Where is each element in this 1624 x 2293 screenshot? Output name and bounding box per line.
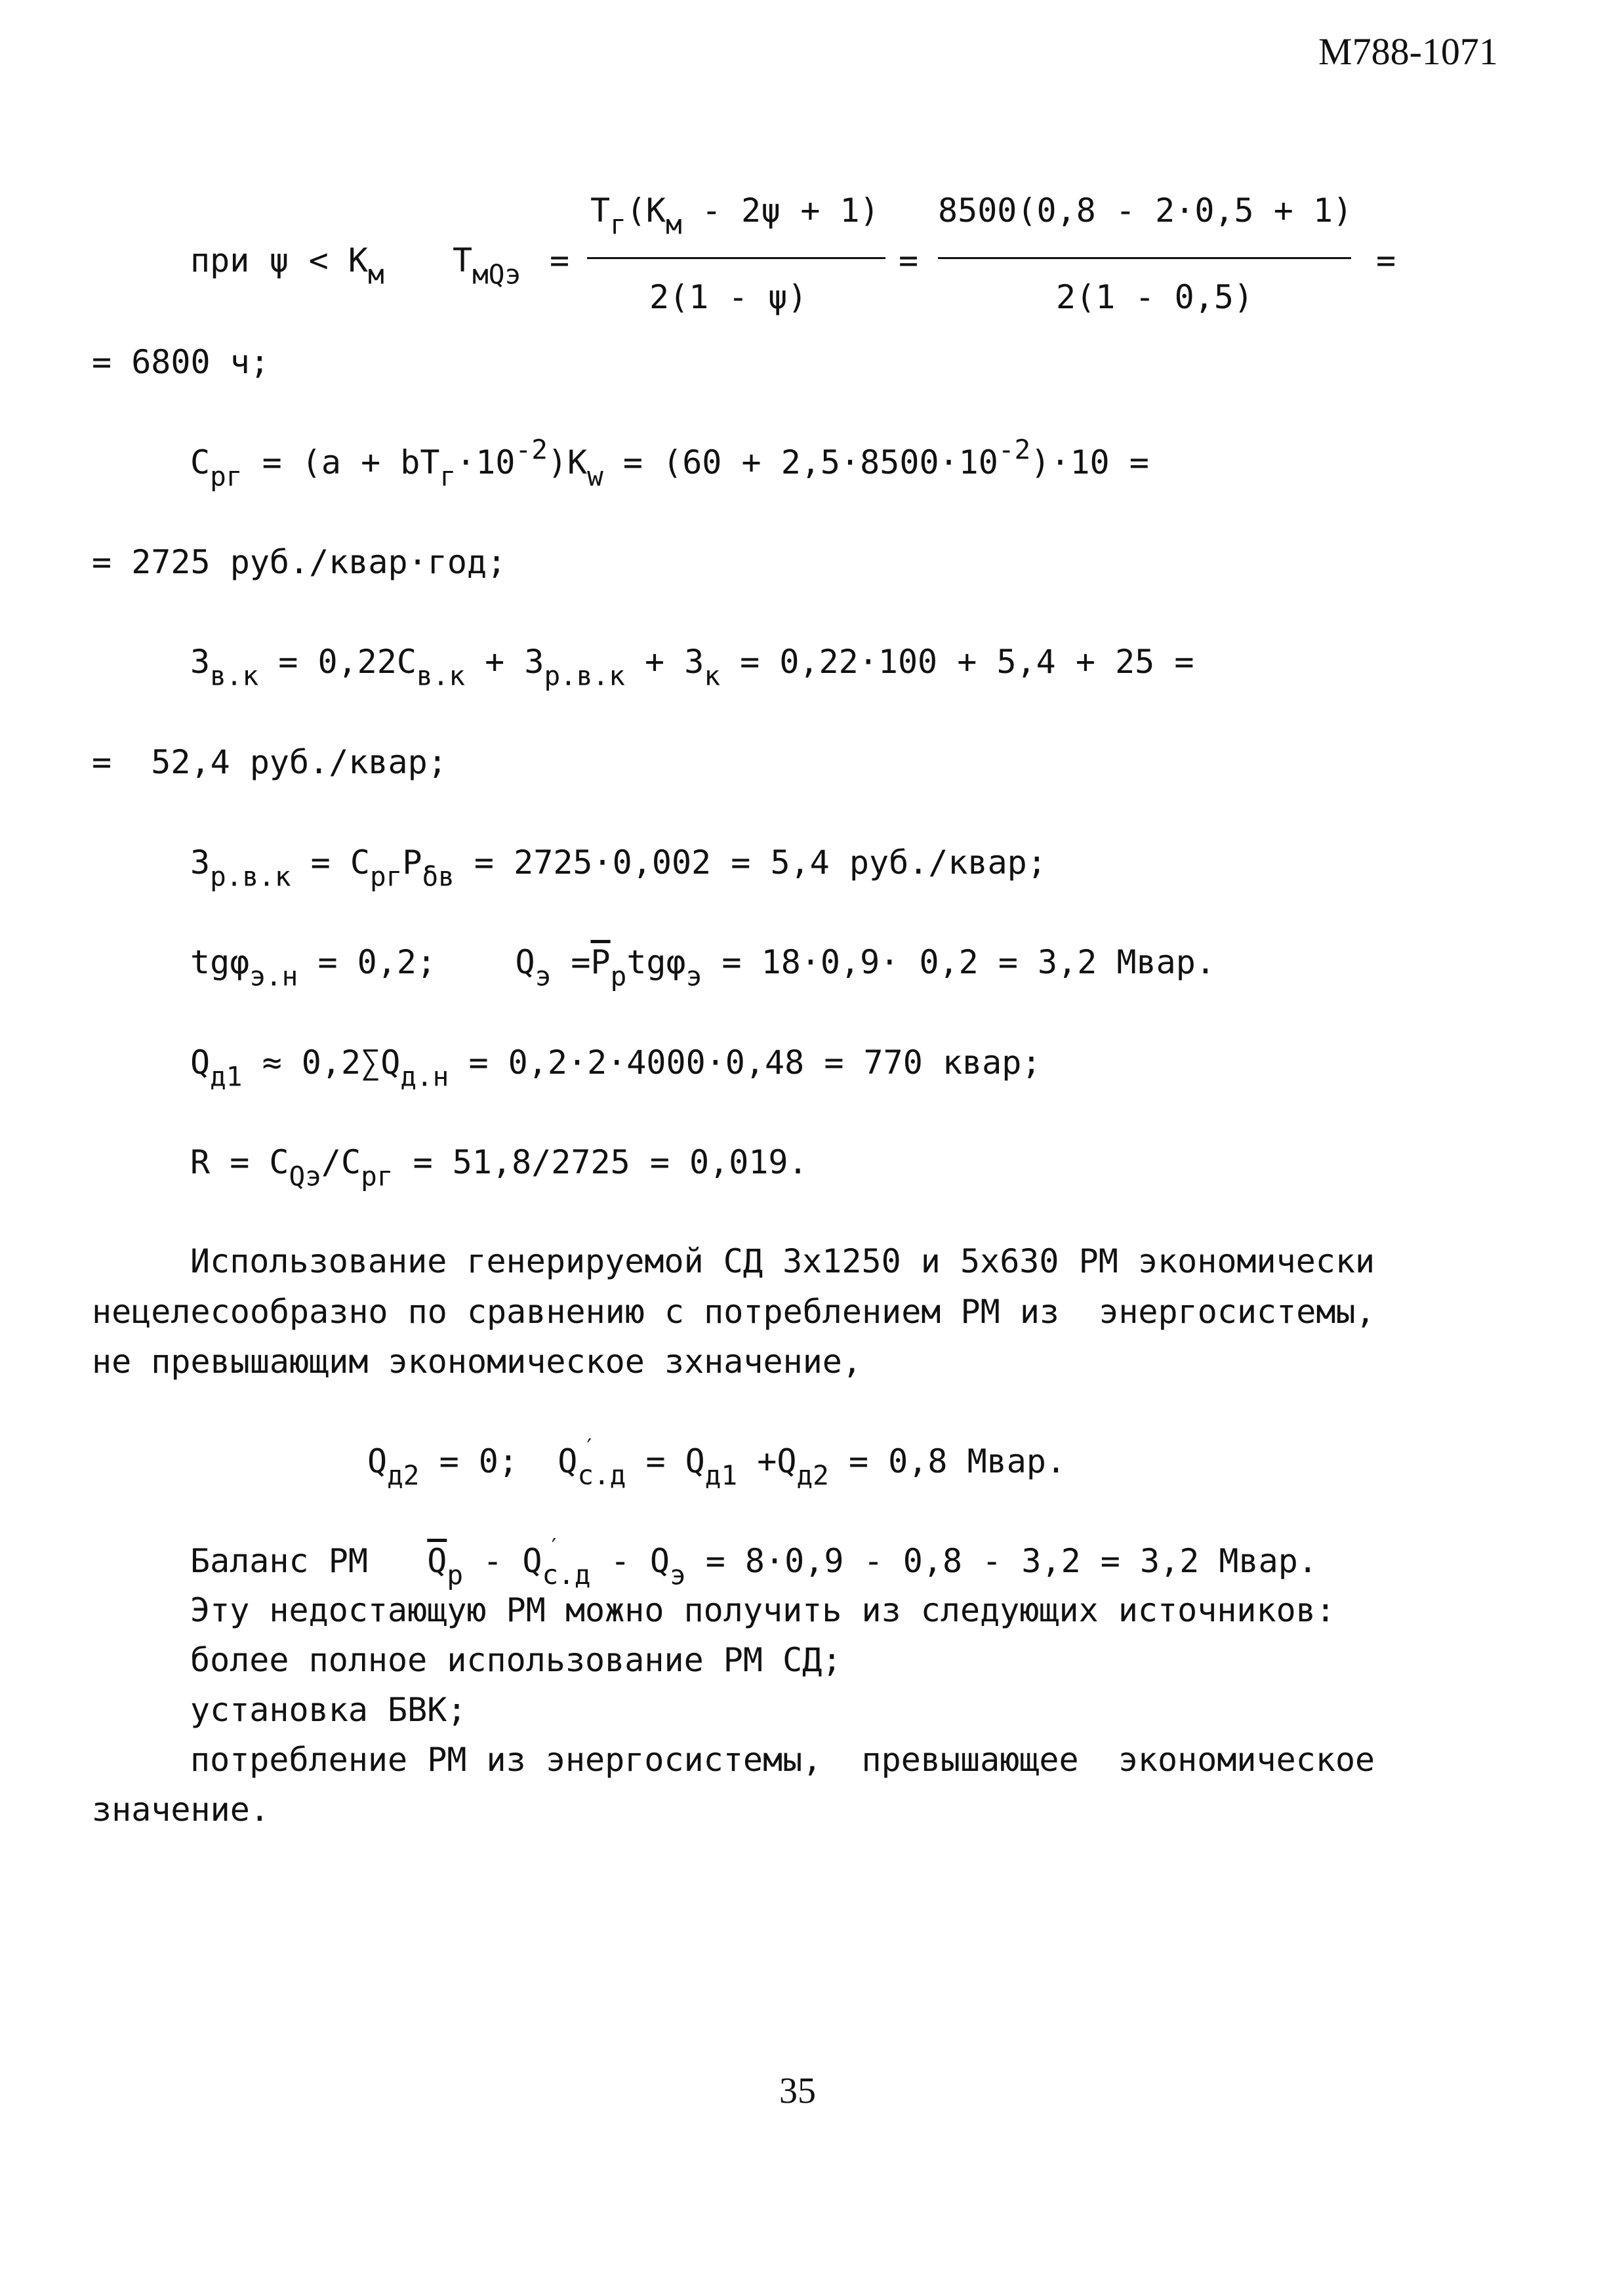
formula-tm-lhs: $Т_{мQэ}$ — [453, 241, 521, 291]
fraction-1-denominator: 2(1 - ψ) — [649, 278, 807, 316]
page-number: 35 — [779, 2071, 816, 2111]
fraction-2-denominator: 2(1 - 0,5) — [1056, 278, 1254, 316]
text-line: не превышающим экономическое зхначение, — [92, 1343, 862, 1381]
formula-tg: tgφ$_{э.н}$ = 0,2; $Q_э =Р_рtg\varphi_э = 18\cdot 0,9\cdot 0,2 = 3,2$ Мвар. — [190, 943, 1215, 992]
text-line: установка БВК; — [190, 1691, 467, 1729]
formula-balance: Баланс РМ $\overline{Q}_р - Q'$ $_{с.д} - Q_э = 8\cdot 0,9 - 0,8 - 3,2 = 3,2$ Мвар. — [190, 1545, 1318, 1577]
formula-tm-condition: при $\psi < К_м$ — [190, 241, 384, 291]
text-line: потребление РМ из энергосистемы, превышающее экономическое — [190, 1741, 1375, 1779]
document-code: M788-1071 — [1318, 30, 1498, 73]
formula-zvk-result: = 52,4 руб./квар; — [92, 743, 447, 781]
fraction-2-numerator: 8500(0,8 - 2·0,5 + 1) — [938, 192, 1353, 230]
text-line: более полное использование РМ СД; — [190, 1641, 842, 1679]
equals-sign: = — [550, 241, 570, 279]
formula-tm-result: = 6800 ч; — [92, 343, 270, 381]
formula-qd2: $Q_{д2} = 0$; Q′ $_{с.д} = Q_{д1} +Q_{д2} = 0,8$ Мвар. — [367, 1445, 1066, 1478]
fraction-1-bar — [587, 257, 885, 259]
formula-qd1: $Q_{д1} \approx 0,2\sum Q_{д.н} = 0,2\cdot 2\cdot 4000\cdot 0,48 = 770$ квар; — [190, 1044, 1042, 1093]
formula-zvk-line: $З_{в.к} = 0,22С_{в.к} + З_{р.в.к} + З_к = 0,22\cdot 100 + 5,4 + 25$ = — [190, 643, 1194, 692]
formula-cpg-line: $С_{рг} = (а + bТ_г\cdot 10^{-2})К_w = (60 + 2,5\cdot 8500\cdot 10^{-2})\cdot 10$ = — [190, 434, 1149, 493]
text-line: значение. — [92, 1791, 270, 1829]
text-line: нецелесообразно по сравнению с потреблением РМ из энергосистемы, — [92, 1293, 1375, 1331]
fraction-2-bar — [938, 257, 1351, 259]
formula-r: $R = C_{Qэ}/C_{рг} = 51,8/2725 = 0,019$. — [190, 1143, 808, 1192]
equals-sign: = — [899, 241, 919, 279]
formula-zrvk: $З_{р.в.к} = С_{рг}Р_{\delta в} = 2725\cdot 0,002 = 5,4$ руб./квар; — [190, 843, 1047, 893]
fraction-1-numerator: $Т_г(К_м - 2\psi + 1)$ — [590, 192, 880, 241]
equals-sign: = — [1376, 241, 1396, 279]
text-line: Эту недостающую РМ можно получить из следующих источников: — [190, 1591, 1335, 1629]
formula-cpg-result: = 2725 руб./квар·год; — [92, 543, 507, 581]
text-line: Использование генерируемой СД 3х1250 и 5х630 РМ экономически — [190, 1242, 1375, 1280]
